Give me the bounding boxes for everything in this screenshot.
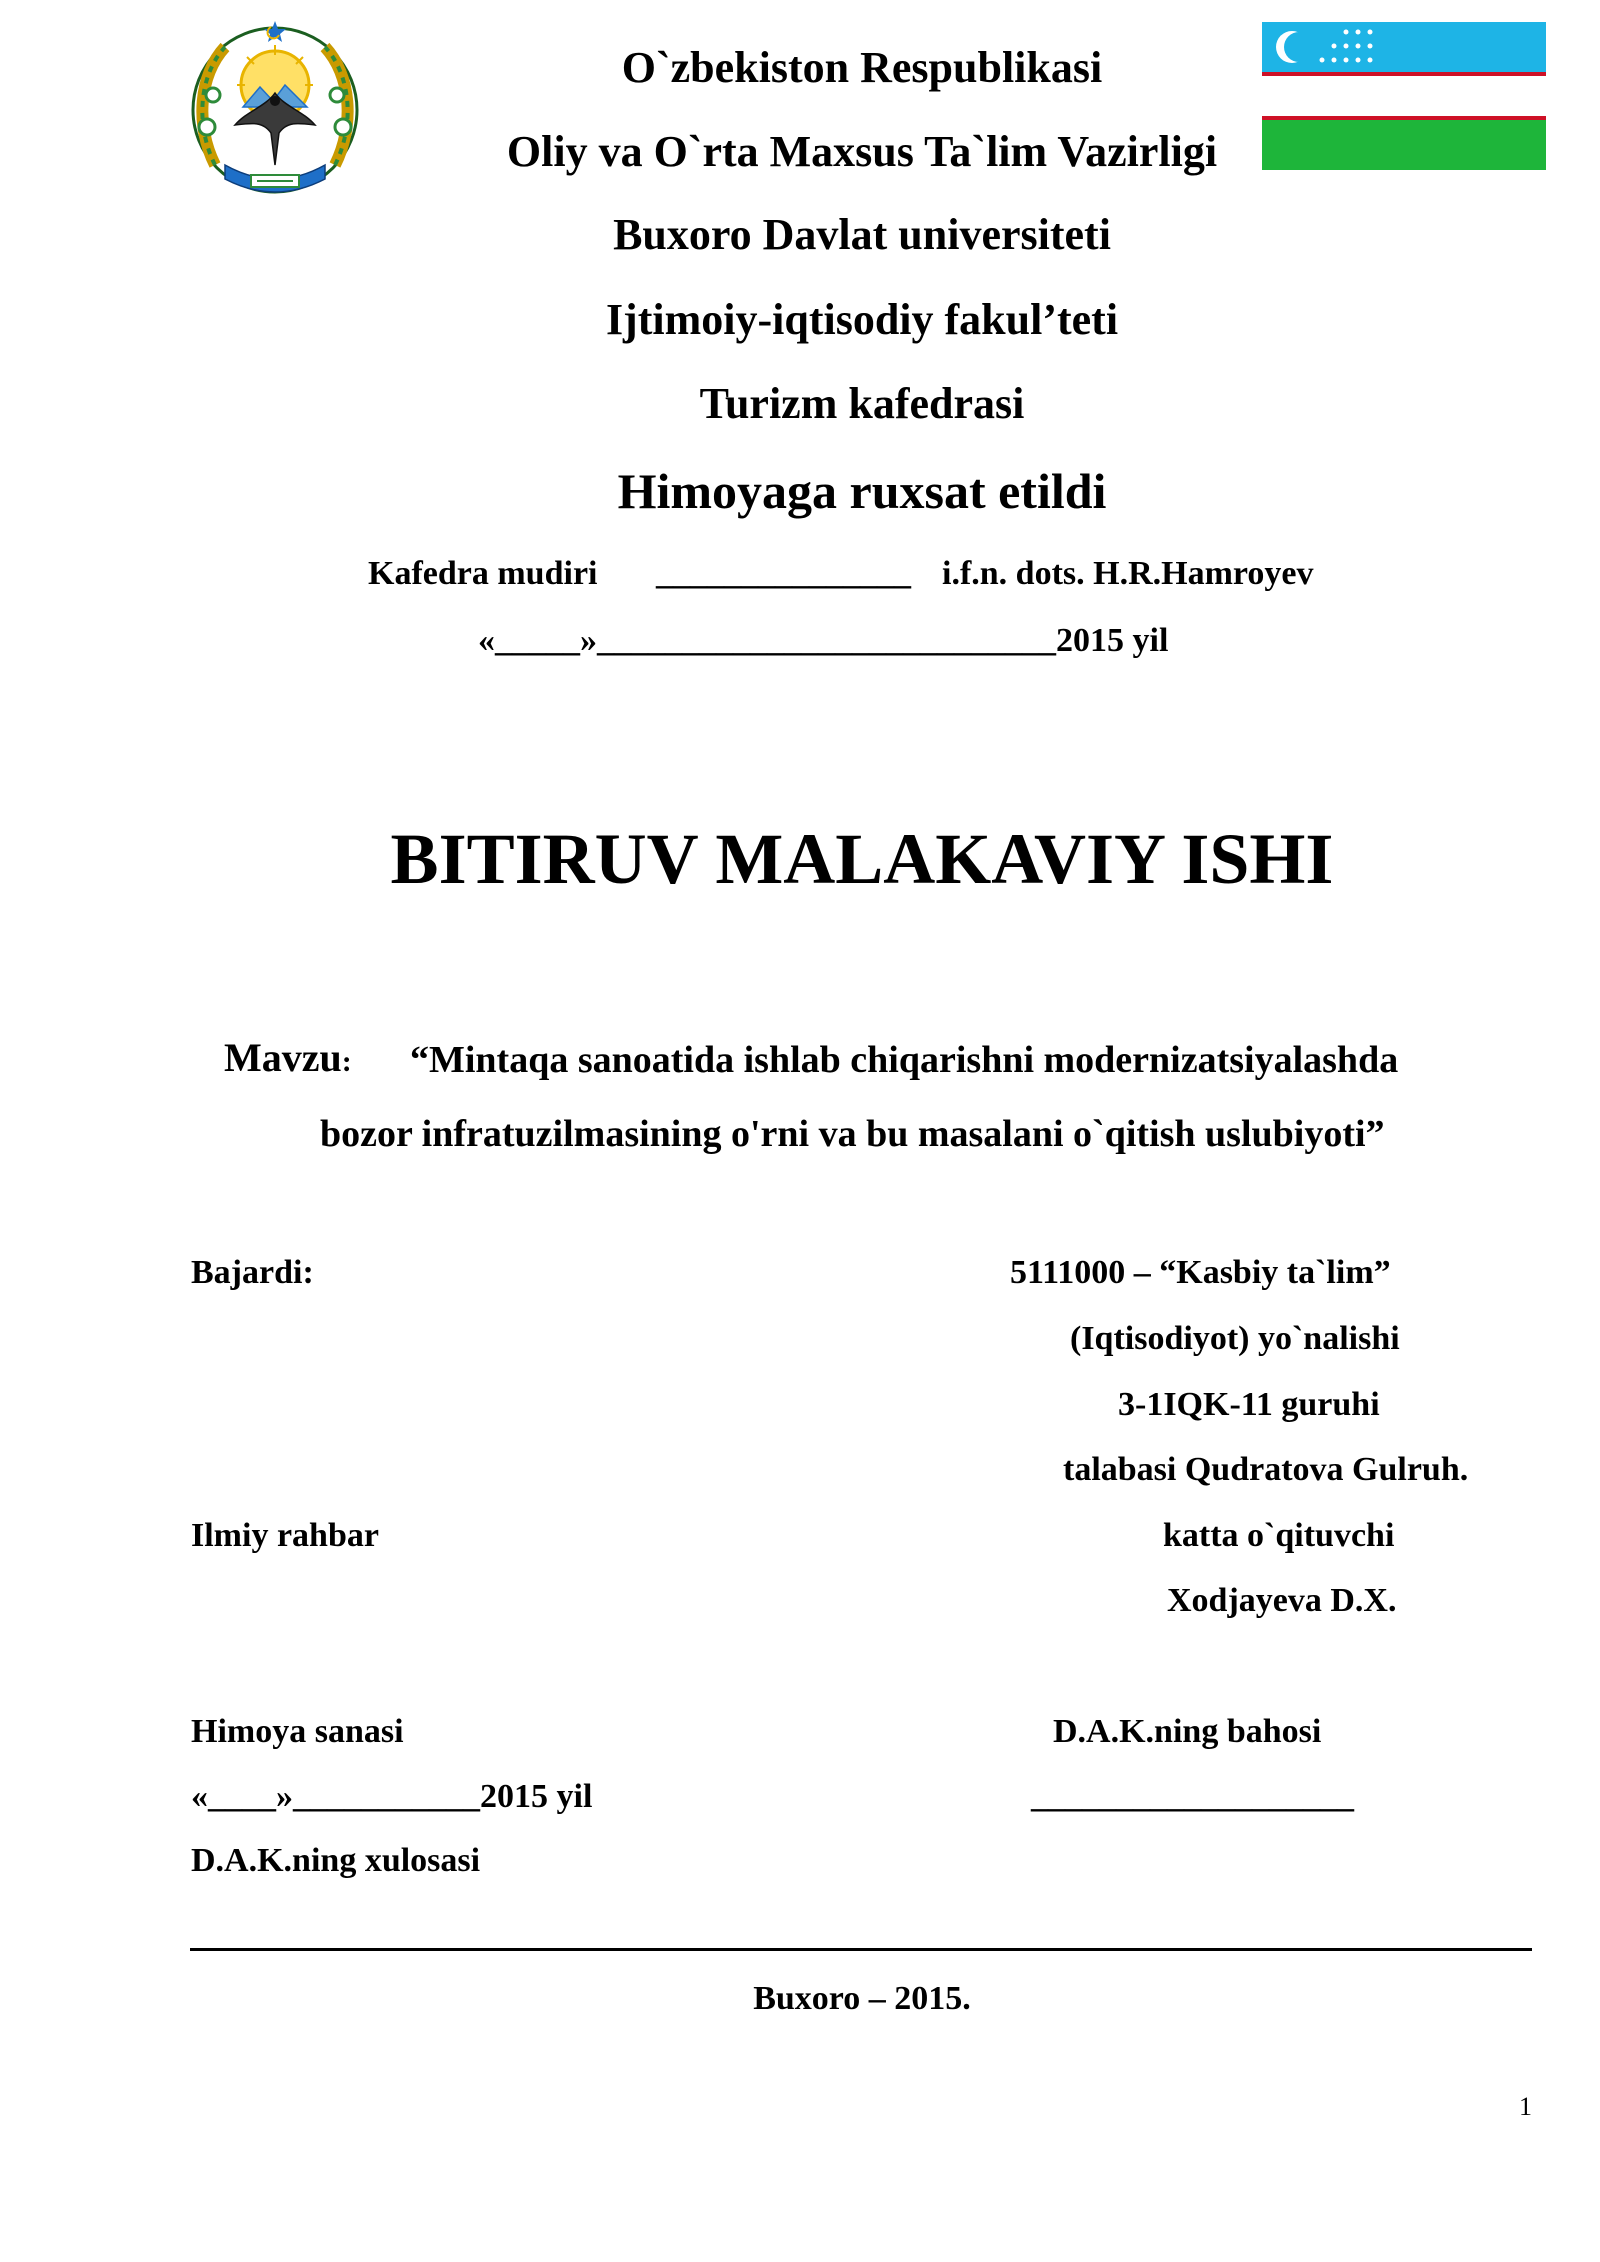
country-title: O`zbekiston Respublikasi <box>621 43 1103 92</box>
commission-grade-label: D.A.K.ning bahosi <box>1053 1713 1322 1750</box>
supervisor-title: katta o`qituvchi <box>1163 1517 1395 1554</box>
direction-line: (Iqtisodiyot) yo`nalishi <box>1070 1320 1400 1357</box>
topic-line-2: bozor infratuzilmasining o'rni va bu masalani o`qitish uslubiyoti” <box>320 1113 1385 1155</box>
defense-date-label: Himoya sanasi <box>191 1713 404 1750</box>
head-of-department-label: Kafedra mudiri <box>368 555 598 592</box>
university-title: Buxoro Davlat universiteti <box>613 210 1111 259</box>
specialty-line: 5111000 – “Kasbiy ta`lim” <box>1010 1254 1391 1291</box>
faculty-title: Ijtimoiy-iqtisodiy fakul’teti <box>605 295 1119 344</box>
topic-label: Mavzu: <box>224 1035 352 1080</box>
topic-line-1: “Mintaqa sanoatida ishlab chiqarishni modernizatsiyalashda <box>410 1039 1399 1081</box>
defense-date-line: «____»___________2015 yil <box>191 1778 593 1815</box>
page-number: 1 <box>1519 2092 1532 2121</box>
commission-conclusion-label: D.A.K.ning xulosasi <box>191 1842 481 1879</box>
ministry-title: Oliy va O`rta Maxsus Ta`lim Vazirligi <box>506 127 1218 176</box>
commission-grade-line: ___________________ <box>1031 1778 1354 1815</box>
place-and-year: Buxoro – 2015. <box>753 1980 971 2017</box>
conclusion-rule <box>190 1948 1532 1951</box>
supervisor-name: Xodjayeva D.X. <box>1167 1582 1397 1619</box>
performer-label: Bajardi: <box>191 1254 314 1291</box>
department-title: Turizm kafedrasi <box>699 379 1025 428</box>
group-line: 3-1IQK-11 guruhi <box>1118 1386 1380 1423</box>
approval-heading: Himoyaga ruxsat etildi <box>617 463 1107 519</box>
document-title: BITIRUV MALAKAVIY ISHI <box>390 819 1334 899</box>
signature-blank: _______________ <box>656 555 911 592</box>
approval-date-line: «_____»___________________________2015 yil <box>478 622 1169 659</box>
supervisor-label: Ilmiy rahbar <box>191 1517 379 1554</box>
head-of-department-name: i.f.n. dots. H.R.Hamroyev <box>942 555 1314 592</box>
student-line: talabasi Qudratova Gulruh. <box>1063 1451 1469 1488</box>
